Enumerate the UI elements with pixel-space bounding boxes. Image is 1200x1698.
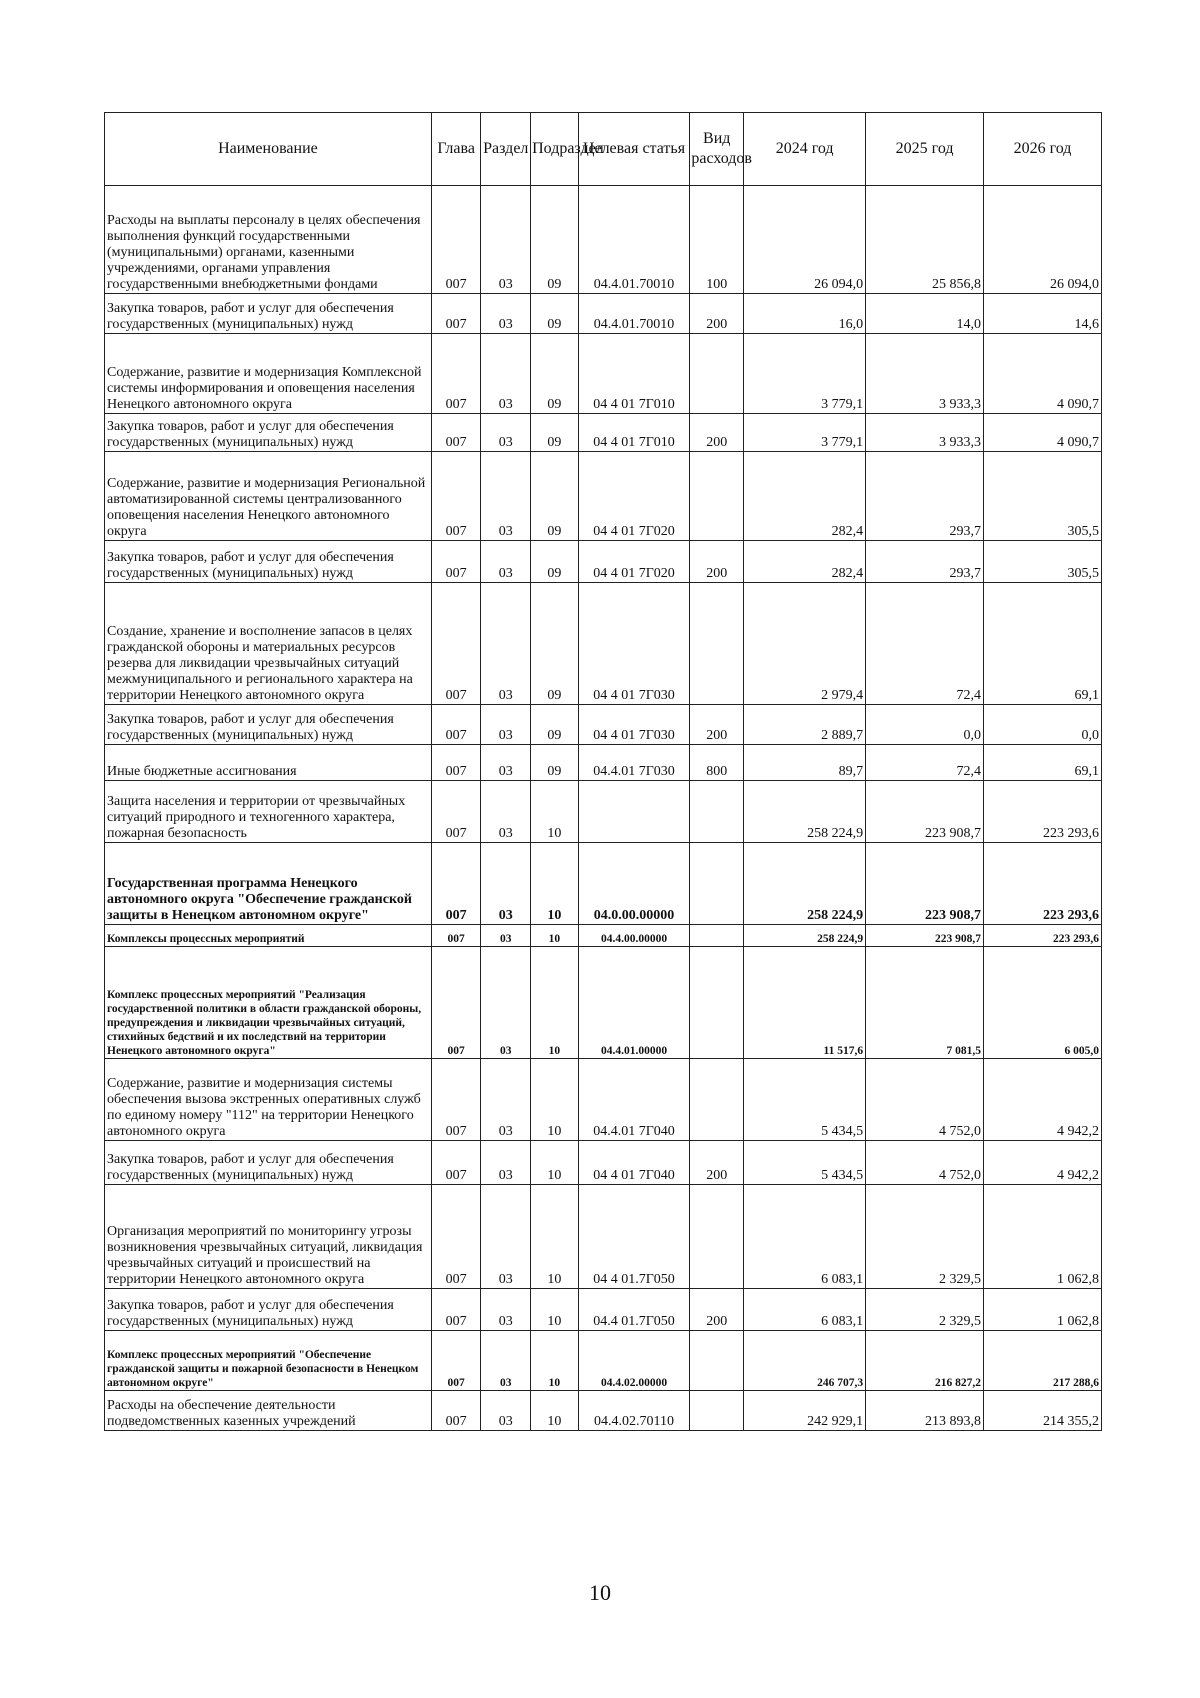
row-podrazdel: 10: [531, 947, 579, 1059]
row-podrazdel: 10: [531, 925, 579, 947]
table-row: [105, 1331, 1102, 1391]
row-2024: 258 224,9: [744, 925, 866, 947]
row-razdel: 03: [481, 781, 531, 843]
table-row: [105, 947, 1102, 1059]
row-2025: 2 329,5: [866, 1289, 984, 1331]
row-2025: 72,4: [866, 583, 984, 705]
row-2025: 213 893,8: [866, 1391, 984, 1431]
row-celevaya: 04.4.01.70010: [578, 294, 690, 334]
table-row: [105, 1391, 1102, 1431]
row-glava: 007: [431, 781, 481, 843]
table-header-row: [105, 113, 1102, 186]
row-celevaya: 04.4.01 7Г040: [578, 1059, 690, 1141]
row-celevaya: 04 4 01 7Г020: [578, 541, 690, 583]
row-2026: 4 942,2: [984, 1141, 1102, 1185]
row-podrazdel: 10: [531, 781, 579, 843]
row-2026: 305,5: [984, 452, 1102, 541]
row-podrazdel: 09: [531, 541, 579, 583]
row-2025: 7 081,5: [866, 947, 984, 1059]
row-glava: 007: [431, 1331, 481, 1391]
row-vid: [690, 452, 744, 541]
header-celevaya: Целевая статья: [578, 113, 690, 186]
row-2024: 282,4: [744, 541, 866, 583]
row-name: Государственная программа Ненецкого автономного округа "Обеспечение гражданской защиты в Ненецком автономном округе": [105, 843, 432, 925]
table-row: [105, 414, 1102, 452]
row-vid: 200: [690, 705, 744, 745]
page-number: 10: [589, 1580, 611, 1605]
row-razdel: 03: [481, 947, 531, 1059]
row-podrazdel: 10: [531, 1141, 579, 1185]
row-2024: 5 434,5: [744, 1141, 866, 1185]
row-2026: 214 355,2: [984, 1391, 1102, 1431]
row-razdel: 03: [481, 541, 531, 583]
row-name: Организация мероприятий по мониторингу угрозы возникновения чрезвычайных ситуаций, ликвидация чрезвычайных ситуаций и происшествий на территории Ненецкого автономного округа: [105, 1185, 432, 1289]
row-razdel: 03: [481, 1059, 531, 1141]
row-glava: 007: [431, 947, 481, 1059]
row-2025: 3 933,3: [866, 414, 984, 452]
table-row: [105, 334, 1102, 414]
row-vid: [690, 1059, 744, 1141]
row-2025: 14,0: [866, 294, 984, 334]
row-podrazdel: 10: [531, 1289, 579, 1331]
row-glava: 007: [431, 1185, 481, 1289]
header-razdel: Раздел: [481, 113, 531, 186]
row-2025: 4 752,0: [866, 1141, 984, 1185]
row-name: Содержание, развитие и модернизация Региональной автоматизированной системы централизованного оповещения населения Ненецкого автономного округа: [105, 452, 432, 541]
header-2025: 2025 год: [866, 113, 984, 186]
row-2024: 246 707,3: [744, 1331, 866, 1391]
row-2025: 0,0: [866, 705, 984, 745]
row-glava: 007: [431, 1289, 481, 1331]
row-glava: 007: [431, 745, 481, 781]
header-2026: 2026 год: [984, 113, 1102, 186]
row-name: Закупка товаров, работ и услуг для обеспечения государственных (муниципальных) нужд: [105, 705, 432, 745]
row-razdel: 03: [481, 294, 531, 334]
row-vid: 100: [690, 186, 744, 294]
row-podrazdel: 09: [531, 583, 579, 705]
row-razdel: 03: [481, 186, 531, 294]
row-vid: 200: [690, 1141, 744, 1185]
header-vid: Вид расходов: [690, 113, 744, 186]
row-name: Закупка товаров, работ и услуг для обеспечения государственных (муниципальных) нужд: [105, 541, 432, 583]
row-2025: 216 827,2: [866, 1331, 984, 1391]
table-row: [105, 294, 1102, 334]
row-glava: 007: [431, 843, 481, 925]
row-2024: 3 779,1: [744, 414, 866, 452]
row-2026: 217 288,6: [984, 1331, 1102, 1391]
row-celevaya: 04.4.02.00000: [578, 1331, 690, 1391]
row-vid: 200: [690, 1289, 744, 1331]
row-2026: 0,0: [984, 705, 1102, 745]
row-2025: 72,4: [866, 745, 984, 781]
budget-table: [104, 112, 1102, 1431]
row-glava: 007: [431, 541, 481, 583]
row-name: Создание, хранение и восполнение запасов в целях гражданской обороны и материальных ресурсов резерва для ликвидации чрезвычайных ситуаций межмуниципального и регионального характера на территории Ненецкого автономного округа: [105, 583, 432, 705]
row-2026: 223 293,6: [984, 781, 1102, 843]
table-row: [105, 1289, 1102, 1331]
row-celevaya: 04.4.02.70110: [578, 1391, 690, 1431]
row-celevaya: 04.4.01 7Г030: [578, 745, 690, 781]
row-2026: 69,1: [984, 745, 1102, 781]
row-vid: [690, 925, 744, 947]
row-razdel: 03: [481, 843, 531, 925]
row-name: Закупка товаров, работ и услуг для обеспечения государственных (муниципальных) нужд: [105, 414, 432, 452]
row-2024: 6 083,1: [744, 1185, 866, 1289]
row-2024: 258 224,9: [744, 781, 866, 843]
row-2024: 258 224,9: [744, 843, 866, 925]
row-glava: 007: [431, 925, 481, 947]
row-celevaya: 04.4.01.00000: [578, 947, 690, 1059]
table-row: [105, 1141, 1102, 1185]
row-2026: 4 090,7: [984, 334, 1102, 414]
row-podrazdel: 10: [531, 1331, 579, 1391]
row-2026: 223 293,6: [984, 843, 1102, 925]
row-celevaya: [578, 781, 690, 843]
row-2024: 282,4: [744, 452, 866, 541]
row-2024: 89,7: [744, 745, 866, 781]
row-podrazdel: 09: [531, 186, 579, 294]
row-name: Закупка товаров, работ и услуг для обеспечения государственных (муниципальных) нужд: [105, 1141, 432, 1185]
row-2025: 2 329,5: [866, 1185, 984, 1289]
row-2026: 4 942,2: [984, 1059, 1102, 1141]
row-vid: [690, 1331, 744, 1391]
row-2026: 1 062,8: [984, 1289, 1102, 1331]
row-2024: 3 779,1: [744, 334, 866, 414]
table-row: [105, 925, 1102, 947]
row-glava: 007: [431, 1059, 481, 1141]
row-celevaya: 04 4 01 7Г010: [578, 414, 690, 452]
row-glava: 007: [431, 583, 481, 705]
table-row: [105, 583, 1102, 705]
row-celevaya: 04 4 01 7Г030: [578, 705, 690, 745]
row-podrazdel: 10: [531, 1391, 579, 1431]
row-podrazdel: 09: [531, 745, 579, 781]
row-2026: 1 062,8: [984, 1185, 1102, 1289]
row-2026: 69,1: [984, 583, 1102, 705]
row-vid: [690, 947, 744, 1059]
table-row: [105, 452, 1102, 541]
row-vid: 200: [690, 541, 744, 583]
row-2024: 6 083,1: [744, 1289, 866, 1331]
row-name: Закупка товаров, работ и услуг для обеспечения государственных (муниципальных) нужд: [105, 294, 432, 334]
header-podrazdel: Подраздел: [531, 113, 579, 186]
row-celevaya: 04.4 01.7Г050: [578, 1289, 690, 1331]
row-2024: 2 889,7: [744, 705, 866, 745]
row-name: Защита населения и территории от чрезвычайных ситуаций природного и техногенного характера, пожарная безопасность: [105, 781, 432, 843]
row-2025: 293,7: [866, 452, 984, 541]
row-glava: 007: [431, 294, 481, 334]
row-celevaya: 04.0.00.00000: [578, 843, 690, 925]
row-2024: 242 929,1: [744, 1391, 866, 1431]
row-glava: 007: [431, 1391, 481, 1431]
row-name: Расходы на выплаты персоналу в целях обеспечения выполнения функций государственными (муниципальными) органами, казенными учреждениями, органами управления государственными внебюджетными фондами: [105, 186, 432, 294]
row-2024: 16,0: [744, 294, 866, 334]
table-row: [105, 705, 1102, 745]
row-razdel: 03: [481, 745, 531, 781]
row-name: Содержание, развитие и модернизация системы обеспечения вызова экстренных оперативных служб по единому номеру "112" на территории Ненецкого автономного округа: [105, 1059, 432, 1141]
row-vid: [690, 583, 744, 705]
row-name: Закупка товаров, работ и услуг для обеспечения государственных (муниципальных) нужд: [105, 1289, 432, 1331]
table-row: [105, 186, 1102, 294]
row-2024: 26 094,0: [744, 186, 866, 294]
row-razdel: 03: [481, 1289, 531, 1331]
row-glava: 007: [431, 452, 481, 541]
row-2026: 305,5: [984, 541, 1102, 583]
row-2024: 11 517,6: [744, 947, 866, 1059]
row-vid: 200: [690, 294, 744, 334]
row-vid: [690, 334, 744, 414]
table-row: [105, 1185, 1102, 1289]
row-name: Комплекс процессных мероприятий "Обеспечение гражданской защиты и пожарной безопасности в Ненецком автономном округе": [105, 1331, 432, 1391]
row-razdel: 03: [481, 1141, 531, 1185]
row-celevaya: 04.4.01.70010: [578, 186, 690, 294]
row-2026: 4 090,7: [984, 414, 1102, 452]
row-name: Содержание, развитие и модернизация Комплексной системы информирования и оповещения населения Ненецкого автономного округа: [105, 334, 432, 414]
row-vid: [690, 843, 744, 925]
row-glava: 007: [431, 186, 481, 294]
row-2025: 25 856,8: [866, 186, 984, 294]
row-celevaya: 04 4 01 7Г010: [578, 334, 690, 414]
row-podrazdel: 09: [531, 334, 579, 414]
row-2025: 293,7: [866, 541, 984, 583]
row-celevaya: 04 4 01 7Г020: [578, 452, 690, 541]
row-name: Комплексы процессных мероприятий: [105, 925, 432, 947]
row-razdel: 03: [481, 1185, 531, 1289]
row-vid: 800: [690, 745, 744, 781]
row-2025: 223 908,7: [866, 781, 984, 843]
row-2025: 4 752,0: [866, 1059, 984, 1141]
row-razdel: 03: [481, 452, 531, 541]
row-podrazdel: 09: [531, 452, 579, 541]
row-vid: [690, 1391, 744, 1431]
row-2024: 5 434,5: [744, 1059, 866, 1141]
table-row: [105, 745, 1102, 781]
row-glava: 007: [431, 414, 481, 452]
row-celevaya: 04.4.00.00000: [578, 925, 690, 947]
row-glava: 007: [431, 705, 481, 745]
row-razdel: 03: [481, 1331, 531, 1391]
row-glava: 007: [431, 334, 481, 414]
row-razdel: 03: [481, 705, 531, 745]
row-podrazdel: 10: [531, 1059, 579, 1141]
header-name: Наименование: [105, 113, 432, 186]
row-2026: 223 293,6: [984, 925, 1102, 947]
row-razdel: 03: [481, 583, 531, 705]
row-podrazdel: 09: [531, 294, 579, 334]
row-name: Комплекс процессных мероприятий "Реализация государственной политики в области гражданской обороны, предупреждения и ликвидации чрезвычайных ситуаций, стихийных бедствий и их последствий на территории Ненецкого автономного округа": [105, 947, 432, 1059]
header-2024: 2024 год: [744, 113, 866, 186]
row-podrazdel: 10: [531, 1185, 579, 1289]
table-row: [105, 781, 1102, 843]
row-celevaya: 04 4 01 7Г040: [578, 1141, 690, 1185]
row-2026: 6 005,0: [984, 947, 1102, 1059]
row-2025: 3 933,3: [866, 334, 984, 414]
row-razdel: 03: [481, 1391, 531, 1431]
row-razdel: 03: [481, 414, 531, 452]
row-celevaya: 04 4 01.7Г050: [578, 1185, 690, 1289]
row-vid: 200: [690, 414, 744, 452]
row-2026: 14,6: [984, 294, 1102, 334]
row-2025: 223 908,7: [866, 925, 984, 947]
row-name: Иные бюджетные ассигнования: [105, 745, 432, 781]
row-razdel: 03: [481, 334, 531, 414]
row-2026: 26 094,0: [984, 186, 1102, 294]
row-vid: [690, 781, 744, 843]
row-podrazdel: 09: [531, 705, 579, 745]
row-2024: 2 979,4: [744, 583, 866, 705]
table-row: [105, 843, 1102, 925]
row-podrazdel: 10: [531, 843, 579, 925]
row-vid: [690, 1185, 744, 1289]
row-glava: 007: [431, 1141, 481, 1185]
row-2025: 223 908,7: [866, 843, 984, 925]
row-name: Расходы на обеспечение деятельности подведомственных казенных учреждений: [105, 1391, 432, 1431]
header-glava: Глава: [431, 113, 481, 186]
row-razdel: 03: [481, 925, 531, 947]
table-row: [105, 541, 1102, 583]
row-celevaya: 04 4 01 7Г030: [578, 583, 690, 705]
row-podrazdel: 09: [531, 414, 579, 452]
table-row: [105, 1059, 1102, 1141]
